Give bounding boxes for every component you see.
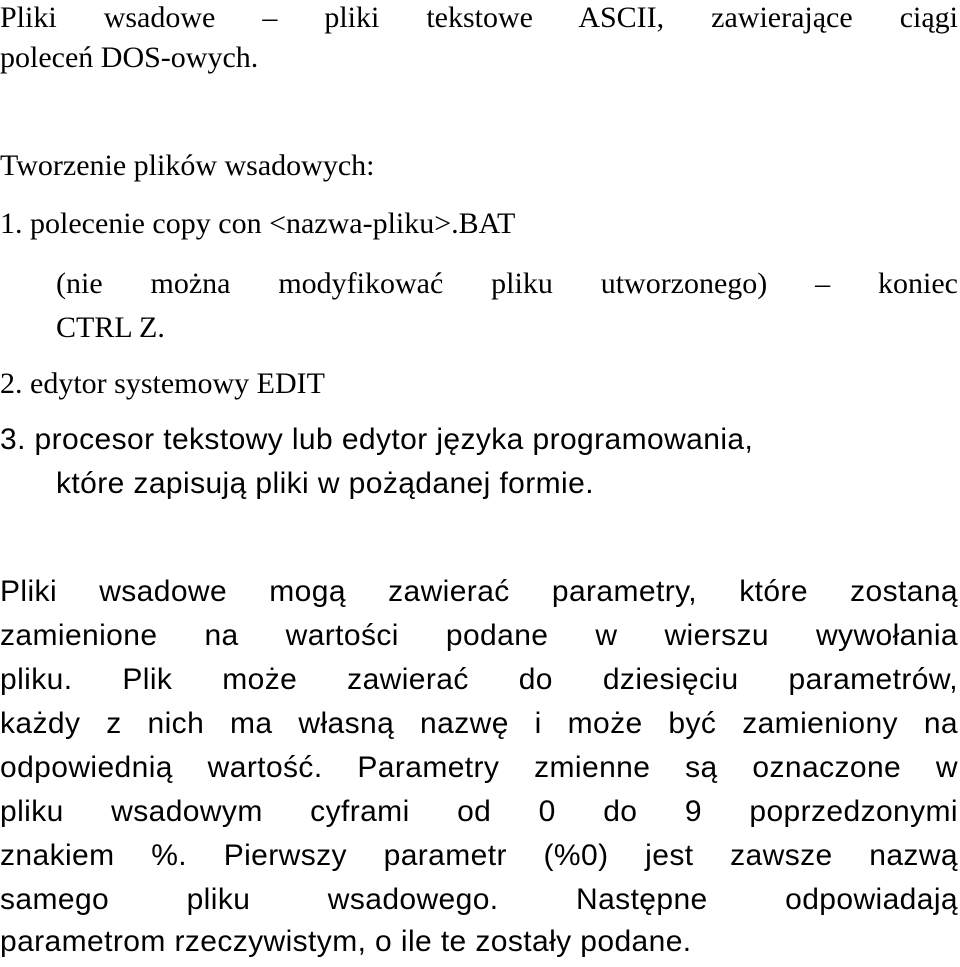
parameters-line-2: zamienione na wartości podane w wierszu wywołania [0,619,958,652]
parameters-line-8: samego pliku wsadowego. Następne odpowiadają [0,883,958,916]
creation-item-1-note: (nie można modyfikować pliku utworzonego) – koniec [56,267,958,300]
parameters-line-7: znakiem %. Pierwszy parametr (%0) jest zawsze nazwą [0,839,958,872]
creation-item-1-note-cont: CTRL Z. [56,311,165,344]
intro-line-2: poleceń DOS-owych. [0,41,259,74]
parameters-line-5: odpowiednią wartość. Parametry zmienne są oznaczone w [0,751,958,784]
creation-item-3: 3. procesor tekstowy lub edytor języka programowania, [0,423,754,456]
creation-item-3-cont: które zapisują pliki w pożądanej formie. [56,467,594,500]
intro-line-1: Pliki wsadowe – pliki tekstowe ASCII, zawierające ciągi [0,1,958,34]
parameters-line-3: pliku. Plik może zawierać do dziesięciu parametrów, [0,663,958,696]
parameters-line-1: Pliki wsadowe mogą zawierać parametry, które zostaną [0,575,958,608]
creation-item-2: 2. edytor systemowy EDIT [0,367,325,400]
creation-item-1: 1. polecenie copy con <nazwa-pliku>.BAT [0,207,516,240]
creation-heading: Tworzenie plików wsadowych: [0,149,375,182]
parameters-line-6: pliku wsadowym cyframi od 0 do 9 poprzedzonymi [0,795,958,828]
parameters-line-4: każdy z nich ma własną nazwę i może być zamieniony na [0,707,958,740]
parameters-line-9: parametrom rzeczywistym, o ile te zostały podane. [0,925,692,958]
